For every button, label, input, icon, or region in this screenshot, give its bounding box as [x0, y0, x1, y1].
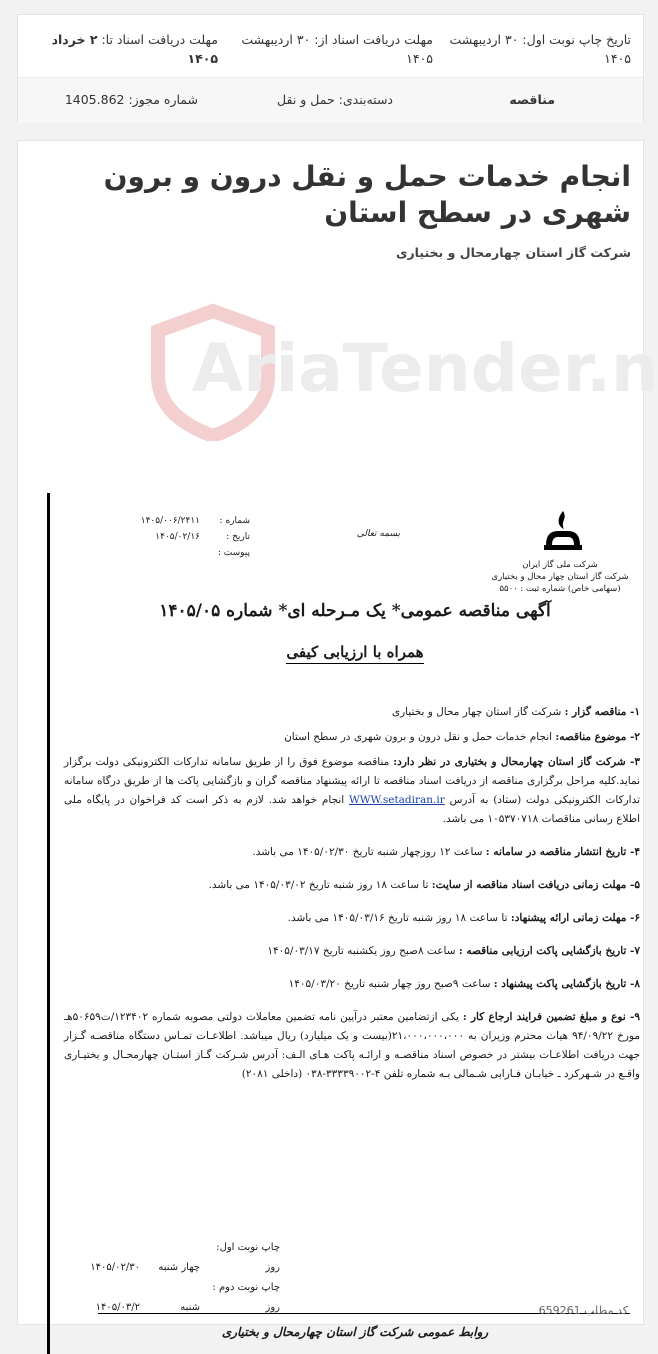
category: دسته‌بندی: حمل و نقل — [277, 92, 393, 107]
notice-item: ۶- مهلت زمانی ارائه پیشنهاد: تا ساعت ۱۸ روز شنبه تاریخ ۱۴۰۵/۰۳/۱۶ می باشد. — [287, 912, 640, 924]
permit-number: شماره مجوز: 1405.862 — [64, 92, 198, 107]
nigc-logo-icon — [538, 507, 588, 557]
notice-items — [64, 703, 640, 1090]
notice-item: ۵- مهلت زمانی دریافت اسناد مناقصه از سایت: تا ساعت ۱۸ روز شنبه تاریخ ۱۴۰۵/۰۳/۰۲ می باشد. — [208, 879, 640, 891]
announcement-title: آگهی مناقصه عمومی* یک مـرحله ای* شماره ۱۴۰۵/۰۵ — [159, 601, 551, 621]
first-print-date: تاریخ چاپ نوبت اول: ۳۰ اردیبهشت ۱۴۰۵ — [449, 32, 631, 66]
organization-name: شرکت گاز استان چهارمحال و بختیاری — [396, 245, 631, 260]
company-header: شرکت ملی گاز ایران شرکت گاز استان چهار محال و بختیاری (سهامی خاص) شماره ثبت : ۵۵۰۰ — [491, 560, 629, 594]
notice-item: ۱- مناقصه گزار : شرکت گاز استان چهار محال و بختیاری — [391, 706, 640, 718]
setadiran-link[interactable]: WWW.setadiran.ir — [348, 794, 445, 806]
letter-meta: شماره :۱۴۰۵/۰۰۶/۲۴۱۱ تاریخ :۱۴۰۵/۰۲/۱۶ پیوست : — [140, 516, 250, 558]
summary-card — [17, 14, 644, 122]
notice-item: ۳- شرکت گاز استان چهارمحال و بختیاری در نظر دارد: مناقصه موضوع فوق را از طریق سامانه تدارکات الکترونیکی دولت برگزار نماید.کلیه مراحل برگزاری مناقصه از دریافت اسناد مناقصه تا ارائه پیشنهاد مناقصه گران و بازگشایی پاکت ها از طریق درگاه سامانه تدارکات الکترونیکی دولت (ستاد) به آدرس WWW.setadiran.ir انجام خواهد شد. لازم به ذکر است کد فراخوان در پایگاه ملی اطلاع رسانی مناقصات ۱۰۵۳۷۰۷۱۸ می باشد. — [64, 756, 641, 825]
notice-item: ۴- تاریخ انتشار مناقصه در سامانه : ساعت ۱۲ روزچهار شنبه تاریخ ۱۴۰۵/۰۲/۳۰ می باشد. — [252, 846, 640, 858]
info-row-dates — [18, 30, 643, 76]
notice-item: ۲- موضوع مناقصه: انجام خدمات حمل و نقل درون و برون شهری در سطح استان — [284, 731, 640, 743]
watermark — [18, 301, 658, 441]
announcement-subtitle: همراه با ارزیابی کیفی — [50, 643, 658, 661]
article-code: کد مطلب 659261 — [538, 1304, 628, 1317]
tender-notice-scan — [47, 493, 658, 1354]
watermark-text: AriaTender.n — [192, 330, 658, 407]
notice-item: ۸- تاریخ بازگشایی پاکت پیشنهاد : ساعت ۹صبح روز چهار شنبه تاریخ ۱۴۰۵/۰۳/۲۰ — [288, 978, 640, 990]
notice-item: ۷- تاریخ بازگشایی پاکت ارزیابی مناقصه : ساعت ۸صبح روز یکشنبه تاریخ ۱۴۰۵/۰۳/۱۷ — [267, 945, 640, 957]
content-card — [17, 140, 658, 1339]
docs-from-date: مهلت دریافت اسناد از: ۳۰ اردیبهشت ۱۴۰۵ — [241, 32, 433, 66]
page-title: انجام خدمات حمل و نقل درون و برون شهری در سطح استان — [103, 160, 631, 229]
print-dates: چاپ نوبت اول: روزچهار شنبه۱۴۰۵/۰۲/۳۰ چاپ نوبت دوم : روزشنبه۱۴۰۵/۰۳/۲ — [90, 1242, 280, 1313]
signature: روابط عمومی شرکت گاز استان چهارمحال و بختیاری — [221, 1325, 489, 1339]
basmele-text: بسمه تعالی — [356, 529, 400, 539]
notice-item: ۹- نوع و مبلغ تضمین فرایند ارجاع کار : یکی ازتضامین معتبر درآیین نامه تضمین معاملات دولتی مصوبه شماره ۱۲۳۴۰۲/ت۵۰۶۵۹هـ مورخ ۹۴/۰۹/۲۲ هیات محترم وزیران به ۲۱،۰۰۰،۰۰۰،۰۰۰(بیست و یک میلیارد) ریال میباشد. اطلاعـات تمـاس دستگاه مناقصـه گـزار جهت دریافت اطلاعـات بیشتر در خصوص اسناد مناقصـه و ارائـه پاکت هـای الـف: آدرس شـرکت گـاز استـان چهارمحـال و بختیـاری واقـع در شـهرکرد ـ خیابـان فـارابی شـمالی بـه شماره تلفن ۴-۳۳۳۳۹۰۰۲-۰۳۸ (داخلی ۲۰۸۱) — [64, 1011, 641, 1080]
docs-to-date: مهلت دریافت اسناد تا: ۲ خرداد ۱۴۰۵ — [51, 32, 218, 66]
info-row-meta — [18, 77, 643, 123]
tender-type: مناقصه — [509, 92, 555, 107]
